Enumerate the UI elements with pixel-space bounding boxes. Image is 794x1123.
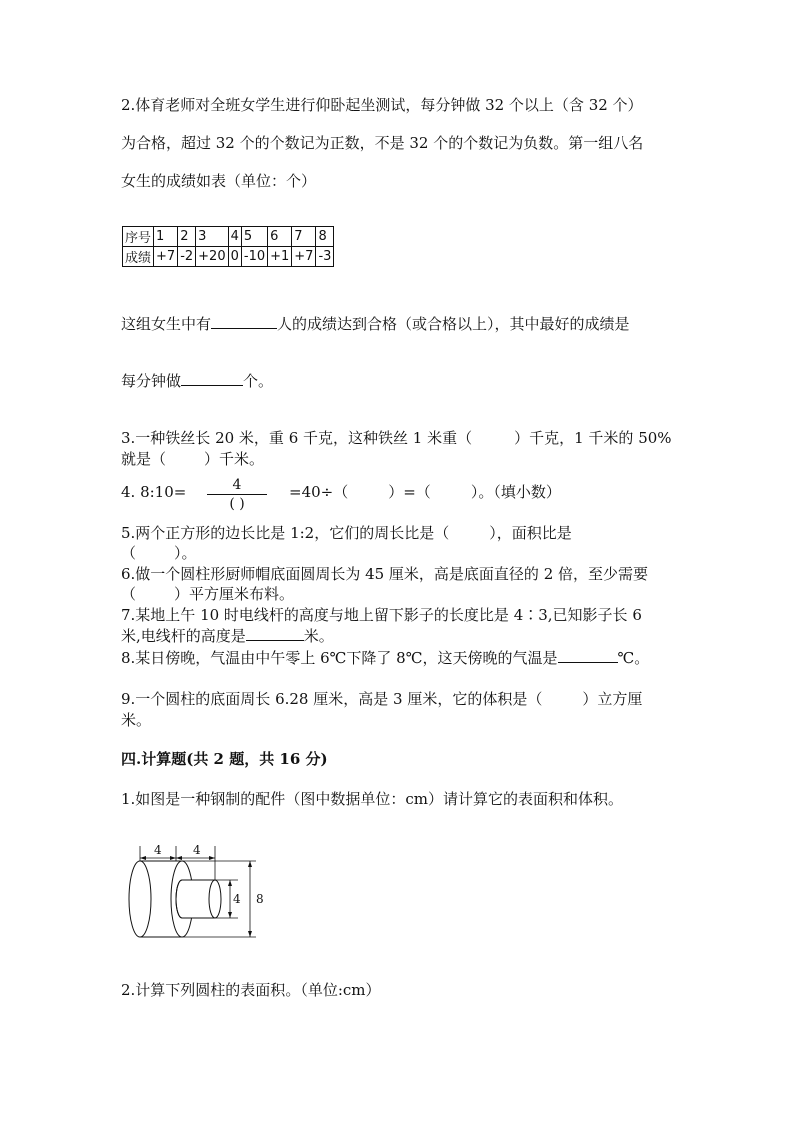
table-cell: 6 [268,227,292,247]
fraction-numerator: 4 [232,477,242,493]
table-cell: 0 [228,247,241,267]
q2-answer-line-1 [121,314,630,334]
table-cell: -3 [316,247,334,267]
q2-line-1: 2.体育老师对全班女学生进行仰卧起坐测试，每分钟做 32 个以上（含 32 个） [121,96,643,114]
text: 5.两个正方形的边长比是 1:2，它们的周长比是（ [121,524,450,542]
text: ）千克，1 千米的 50% [514,429,672,447]
text: ）立方厘 [582,690,643,708]
answer-blank[interactable] [181,371,243,386]
text: （ [121,544,137,562]
arrow-head [209,856,215,860]
table-cell: 2 [178,227,196,247]
text: ）千米。 [204,450,265,468]
answer-blank[interactable] [211,314,277,329]
text: ）=（ [388,483,431,501]
q7-line-2 [121,626,334,646]
q9-line-2: 米。 [121,711,152,729]
table-cell: +7 [292,247,316,267]
arrow-head [176,856,182,860]
text: ），面积比是 [489,524,572,542]
text: 米,电线杆的高度是 [121,627,246,645]
table-cell: 7 [292,227,316,247]
text: （ [121,585,137,603]
table-cell: 3 [196,227,228,247]
text: 每分钟做 [121,372,182,390]
arrow-head [170,856,176,860]
q3-line-2 [121,449,264,469]
text: 米。 [303,627,334,645]
inner-cylinder-right-face [209,880,221,918]
table-cell: 8 [316,227,334,247]
fraction-denominator[interactable]: ( ) [229,496,245,512]
row-header-number: 序号 [123,227,154,247]
text: ）。（填小数） [470,483,561,501]
table-cell: +1 [268,247,292,267]
table-cell: +20 [196,247,228,267]
q4-line-rest [289,482,561,502]
q6-line-2 [121,584,294,604]
q2-answer-line-2 [121,371,273,391]
dim-label-inner-diameter: 4 [233,892,241,906]
section-4-title: 四.计算题(共 2 题，共 16 分) [121,750,328,768]
q2-line-3: 女生的成绩如表（单位：个） [121,172,317,190]
q4-fraction [207,477,267,512]
arrow-head [228,880,232,886]
table-cell: 1 [154,227,178,247]
q9-line-1 [121,689,642,709]
section-4-q2: 2.计算下列圆柱的表面积。（单位:cm） [121,981,381,999]
table-row [123,227,334,247]
section-4-q1: 1.如图是一种钢制的配件（图中数据单位：cm）请计算它的表面积和体积。 [121,790,623,808]
text: 3.一种铁丝长 20 米，重 6 千克，这种铁丝 1 米重（ [121,429,473,447]
q5-line-2 [121,543,197,563]
q7-line-1: 7.某地上午 10 时电线杆的高度与地上留下影子的长度比是 4∶3,已知影子长 6 [121,606,642,624]
text: ℃。 [617,649,650,667]
text: ）平方厘米布料。 [174,585,295,603]
table-cell: -2 [178,247,196,267]
dim-label-len2: 4 [193,843,201,857]
text: ）。 [174,544,197,562]
arrow-head [248,931,252,937]
answer-blank[interactable] [558,648,618,663]
q5-line-1 [121,523,572,543]
row-header-score: 成绩 [123,247,154,267]
arrow-head [248,861,252,867]
text: 就是（ [121,450,167,468]
table-cell: -10 [241,247,267,267]
dim-label-len1: 4 [154,843,162,857]
text: 8.某日傍晚，气温由中午零上 6℃下降了 8℃，这天傍晚的气温是 [121,649,558,667]
q4-line [121,482,186,502]
text: 9.一个圆柱的底面周长 6.28 厘米，高是 3 厘米，它的体积是（ [121,690,543,708]
arrow-head [228,912,232,918]
q2-line-2: 为合格，超过 32 个的个数记为正数，不是 32 个的个数记为负数。第一组八名 [121,134,644,152]
table-row [123,247,334,267]
outer-cylinder-left-face [129,861,151,937]
table-cell: 4 [228,227,241,247]
steel-part-figure [120,840,270,940]
dim-label-outer-diameter: 8 [256,892,264,906]
table-cell: 5 [241,227,267,247]
scores-table [122,226,334,267]
text: 人的成绩达到合格（或合格以上），其中最好的成绩是 [277,315,630,333]
arrow-head [140,856,146,860]
q6-line-1: 6.做一个圆柱形厨师帽底面圆周长为 45 厘米，高是底面直径的 2 倍，至少需要 [121,565,649,583]
text: 这组女生中有 [121,315,212,333]
answer-blank[interactable] [246,626,304,641]
table-cell: +7 [154,247,178,267]
fraction-bar [207,494,267,495]
text: =40÷（ [289,483,349,501]
q8-line [121,648,649,668]
q3-line-1 [121,428,672,448]
text: 个。 [243,372,274,390]
text: 4. 8:10= [121,483,187,501]
